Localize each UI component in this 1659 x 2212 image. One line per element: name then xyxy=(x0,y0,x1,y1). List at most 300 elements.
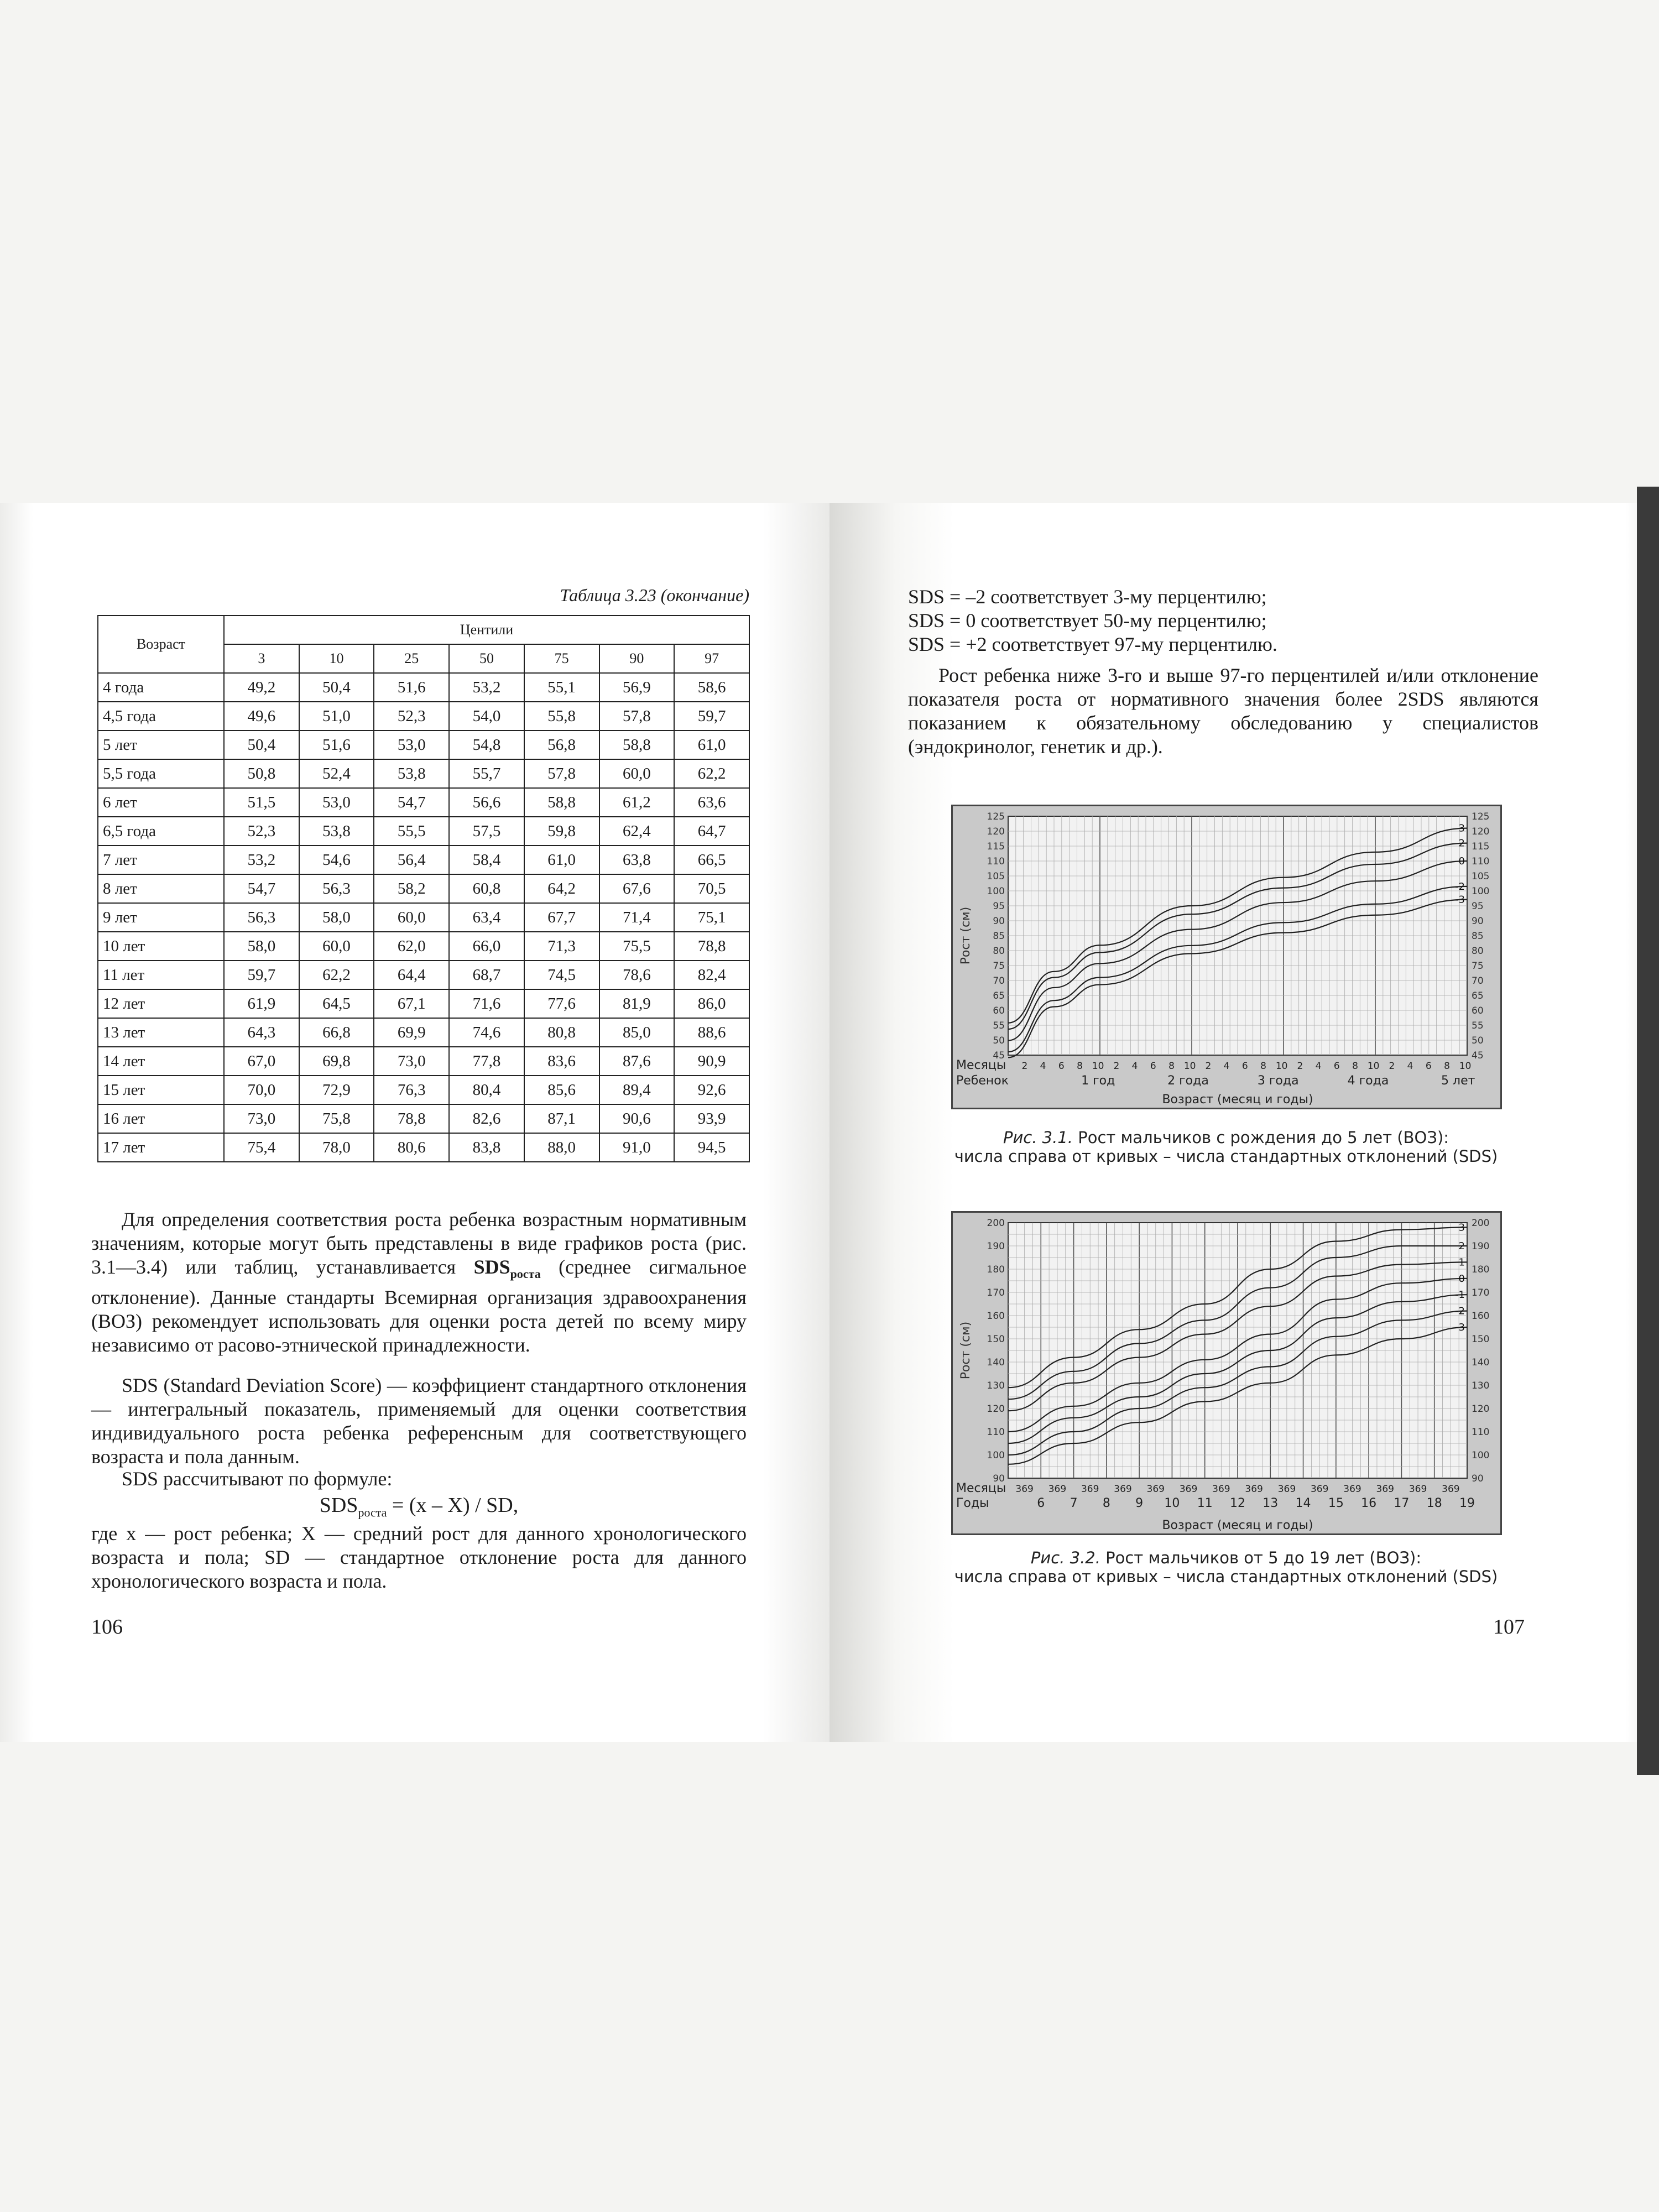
y-tick-label-right: 110 xyxy=(1472,856,1490,867)
table-cell: 83,8 xyxy=(449,1133,524,1162)
table-cell: 57,8 xyxy=(599,702,675,731)
table-cell: 51,0 xyxy=(299,702,374,731)
sds-label: -1 xyxy=(1455,1289,1465,1301)
table-cell: 61,2 xyxy=(599,788,675,817)
y-tick-label-left: 170 xyxy=(987,1287,1005,1298)
x-row2-tick: 6 xyxy=(1037,1496,1045,1510)
table-cell: 82,4 xyxy=(674,961,749,989)
x-row2-tick: 4 года xyxy=(1347,1074,1389,1088)
table-cell: 63,4 xyxy=(449,903,524,932)
x-axis-label: Возраст (месяц и годы) xyxy=(1162,1093,1313,1107)
table-cell: 61,9 xyxy=(224,989,299,1018)
page-number-left: 106 xyxy=(91,1615,123,1639)
table-cell: 59,8 xyxy=(524,817,599,846)
y-tick-label-right: 200 xyxy=(1472,1218,1490,1229)
y-tick-label-right: 180 xyxy=(1472,1264,1490,1275)
table-cell: 77,8 xyxy=(449,1047,524,1076)
x-row1-tick: 8 xyxy=(1168,1061,1175,1072)
table-row xyxy=(98,1104,749,1133)
table-row xyxy=(98,1018,749,1047)
table-cell: 83,6 xyxy=(524,1047,599,1076)
y-tick-label-left: 140 xyxy=(987,1357,1005,1368)
y-tick-label-left: 125 xyxy=(987,811,1005,822)
centile-col-header: 3 xyxy=(224,644,299,673)
table-cell: 75,5 xyxy=(599,932,675,961)
paragraph-sds-definition: SDS (Standard Deviation Score) — коэффициент стандартного отклонения — интегральный показатель, применяемый для оценки соответствия индивидуального роста ребенка референсным для соответствующего возраста и пола данным. xyxy=(91,1374,747,1468)
table-row xyxy=(98,874,749,903)
table-cell: 93,9 xyxy=(674,1104,749,1133)
y-tick-label-right: 190 xyxy=(1472,1241,1490,1252)
sds-label: 0 xyxy=(1458,855,1465,867)
table-cell: 70,5 xyxy=(674,874,749,903)
centile-col-header: 10 xyxy=(299,644,374,673)
table-cell: 78,0 xyxy=(299,1133,374,1162)
table-cell: 60,8 xyxy=(449,874,524,903)
y-tick-label-right: 170 xyxy=(1472,1287,1490,1298)
table-cell: 71,4 xyxy=(599,903,675,932)
x-row1-tick: 369 xyxy=(1277,1484,1296,1495)
x-row1-tick: 369 xyxy=(1146,1484,1165,1495)
row-age: 6 лет xyxy=(98,788,224,817)
x-row1-tick: 10 xyxy=(1092,1061,1104,1072)
table-cell: 63,8 xyxy=(599,846,675,874)
row-age: 9 лет xyxy=(98,903,224,932)
y-tick-label-right: 90 xyxy=(1472,1473,1484,1484)
table-cell: 62,4 xyxy=(599,817,675,846)
table-cell: 64,5 xyxy=(299,989,374,1018)
table-cell: 68,7 xyxy=(449,961,524,989)
book-edge xyxy=(1637,487,1659,1775)
paragraph-sds-intro xyxy=(91,1208,747,1357)
table-row xyxy=(98,702,749,731)
table-cell: 66,0 xyxy=(449,932,524,961)
x-row1-tick: 4 xyxy=(1407,1061,1413,1072)
y-axis-label: Рост (см) xyxy=(959,1321,973,1380)
x-row1-tick: 369 xyxy=(1245,1484,1263,1495)
table-cell: 59,7 xyxy=(224,961,299,989)
y-tick-label-right: 90 xyxy=(1472,916,1484,927)
x-row1-tick: 369 xyxy=(1376,1484,1395,1495)
p1-tail: (среднее сигмальное отклонение). Данные стандарты Всемирная организация здравоохранения (ВОЗ) рекомендует использовать для оценки роста детей по всему миру независимо от расово-этнической принадлежности. xyxy=(91,1256,747,1357)
x-row1-tick: 8 xyxy=(1077,1061,1083,1072)
sds-formula: $SDS_{роста} = (x - X)$ / SD, xyxy=(319,1494,519,1520)
table-cell: 90,9 xyxy=(674,1047,749,1076)
y-tick-label-left: 160 xyxy=(987,1311,1005,1322)
p1-bold: $SDS_{роста}$ xyxy=(473,1256,541,1281)
y-tick-label-left: 95 xyxy=(993,901,1005,912)
y-tick-label-left: 60 xyxy=(993,1005,1005,1016)
y-tick-label-right: 60 xyxy=(1472,1005,1484,1016)
table-cell: 94,5 xyxy=(674,1133,749,1162)
table-cell: 56,6 xyxy=(449,788,524,817)
y-tick-label-left: 90 xyxy=(993,1473,1005,1484)
y-tick-label-right: 160 xyxy=(1472,1311,1490,1322)
x-row2-label: Ребенок xyxy=(956,1074,1009,1088)
x-row2-tick: 1 год xyxy=(1081,1074,1115,1088)
table-cell: 60,0 xyxy=(299,932,374,961)
table-cell: 55,5 xyxy=(374,817,449,846)
x-row1-tick: 8 xyxy=(1260,1061,1266,1072)
table-cell: 59,7 xyxy=(674,702,749,731)
table-cell: 67,1 xyxy=(374,989,449,1018)
table-cell: 71,6 xyxy=(449,989,524,1018)
sds-label: -2 xyxy=(1455,880,1465,893)
x-row1-tick: 2 xyxy=(1113,1061,1120,1072)
table-cell: 62,2 xyxy=(299,961,374,989)
y-tick-label-right: 130 xyxy=(1472,1380,1490,1391)
table-cell: 73,0 xyxy=(224,1104,299,1133)
table-cell: 57,5 xyxy=(449,817,524,846)
table-cell: 62,2 xyxy=(674,759,749,788)
x-row1-tick: 6 xyxy=(1150,1061,1156,1072)
y-tick-label-left: 75 xyxy=(993,961,1005,972)
paragraph-formula-intro: SDS рассчитывают по формуле: xyxy=(122,1468,393,1490)
y-tick-label-right: 50 xyxy=(1472,1035,1484,1046)
x-row1-tick: 4 xyxy=(1040,1061,1046,1072)
table-cell: 81,9 xyxy=(599,989,675,1018)
grid xyxy=(1008,816,1467,1055)
table-cell: 56,9 xyxy=(599,673,675,702)
x-row1-tick: 10 xyxy=(1183,1061,1196,1072)
x-row2-tick: 3 года xyxy=(1257,1074,1299,1088)
table-cell: 85,0 xyxy=(599,1018,675,1047)
table-cell: 58,6 xyxy=(674,673,749,702)
sds-list xyxy=(908,585,1538,656)
table-cell: 80,8 xyxy=(524,1018,599,1047)
y-tick-label-right: 80 xyxy=(1472,946,1484,957)
table-cell: 51,6 xyxy=(374,673,449,702)
table-cell: 58,8 xyxy=(524,788,599,817)
row-age: 6,5 года xyxy=(98,817,224,846)
x-row1-tick: 4 xyxy=(1131,1061,1138,1072)
table-cell: 78,8 xyxy=(374,1104,449,1133)
chart-fig-3-1 xyxy=(951,805,1502,1109)
sds-line-0: SDS = 0 соответствует 50-му перцентилю; xyxy=(908,609,1267,632)
table-cell: 91,0 xyxy=(599,1133,675,1162)
table-cell: 60,0 xyxy=(374,903,449,932)
page-number-right: 107 xyxy=(1493,1615,1525,1639)
table-cell: 77,6 xyxy=(524,989,599,1018)
table-cell: 62,0 xyxy=(374,932,449,961)
y-tick-label-right: 120 xyxy=(1472,826,1490,837)
y-tick-label-right: 100 xyxy=(1472,1450,1490,1461)
y-tick-label-left: 100 xyxy=(987,1450,1005,1461)
y-tick-label-left: 90 xyxy=(993,916,1005,927)
table-row xyxy=(98,673,749,702)
table-cell: 78,6 xyxy=(599,961,675,989)
x-row2-tick: 18 xyxy=(1426,1496,1442,1510)
y-tick-label-left: 100 xyxy=(987,886,1005,897)
table-row xyxy=(98,788,749,817)
table-cell: 52,3 xyxy=(374,702,449,731)
table-cell: 70,0 xyxy=(224,1076,299,1104)
y-tick-label-right: 115 xyxy=(1472,841,1490,852)
fig-3-2-caption: Рис. 3.2. Рост мальчиков от 5 до 19 лет (ВОЗ): числа справа от кривых – числа стандартных отклонений (SDS) xyxy=(954,1548,1498,1586)
x-row2-tick: 12 xyxy=(1230,1496,1245,1510)
y-tick-label-left: 120 xyxy=(987,826,1005,837)
growth-chart-5-19 xyxy=(953,1213,1500,1533)
table-cell: 64,3 xyxy=(224,1018,299,1047)
x-row2-tick: 7 xyxy=(1070,1496,1078,1510)
x-row1-tick: 6 xyxy=(1241,1061,1248,1072)
table-cell: 74,5 xyxy=(524,961,599,989)
table-cell: 58,2 xyxy=(374,874,449,903)
row-age: 17 лет xyxy=(98,1133,224,1162)
paragraph-formula-legend: где x — рост ребенка; X — средний рост для данного хронологического возраста и пола; SD — стандартное отклонение роста для данного хронологического возраста и пола. xyxy=(91,1522,747,1592)
x-row1-tick: 369 xyxy=(1408,1484,1427,1495)
x-row2-tick: 17 xyxy=(1394,1496,1410,1510)
x-row1-tick: 8 xyxy=(1352,1061,1358,1072)
sds-label: -2 xyxy=(1455,1305,1465,1317)
x-row2-tick: 15 xyxy=(1328,1496,1344,1510)
table-cell: 74,6 xyxy=(449,1018,524,1047)
table-cell: 49,6 xyxy=(224,702,299,731)
table-cell: 89,4 xyxy=(599,1076,675,1104)
table-cell: 50,4 xyxy=(224,731,299,759)
p1-text: Для определения соответствия роста ребенка возрастным нормативным значениям, которые могут быть представлены в виде графиков роста (рис. 3.1—3.4) или таблиц, устанавливается xyxy=(91,1208,747,1278)
table-cell: 75,1 xyxy=(674,903,749,932)
x-row1-tick: 369 xyxy=(1114,1484,1132,1495)
x-row1-tick: 4 xyxy=(1223,1061,1230,1072)
table-cell: 72,9 xyxy=(299,1076,374,1104)
table-cell: 53,2 xyxy=(224,846,299,874)
row-age: 14 лет xyxy=(98,1047,224,1076)
table-cell: 66,8 xyxy=(299,1018,374,1047)
table-row xyxy=(98,1047,749,1076)
table-cell: 53,0 xyxy=(374,731,449,759)
y-tick-label-right: 55 xyxy=(1472,1020,1484,1031)
y-tick-label-left: 180 xyxy=(987,1264,1005,1275)
x-row2-tick: 13 xyxy=(1262,1496,1279,1510)
table-cell: 80,4 xyxy=(449,1076,524,1104)
table-cell: 61,0 xyxy=(524,846,599,874)
table-cell: 55,1 xyxy=(524,673,599,702)
x-row1-tick: 6 xyxy=(1425,1061,1432,1072)
x-row2-tick: 9 xyxy=(1135,1496,1144,1510)
x-row2-tick: 8 xyxy=(1102,1496,1110,1510)
y-tick-label-left: 80 xyxy=(993,946,1005,957)
y-tick-label-right: 65 xyxy=(1472,990,1484,1001)
row-age: 10 лет xyxy=(98,932,224,961)
table-cell: 64,2 xyxy=(524,874,599,903)
x-row2-tick: 10 xyxy=(1164,1496,1180,1510)
x-row1-tick: 6 xyxy=(1058,1061,1065,1072)
y-tick-label-left: 190 xyxy=(987,1241,1005,1252)
table-cell: 69,8 xyxy=(299,1047,374,1076)
table-cell: 64,4 xyxy=(374,961,449,989)
table-row xyxy=(98,846,749,874)
table-caption: Таблица 3.23 (окончание) xyxy=(560,585,749,605)
chart-fig-3-2 xyxy=(951,1211,1502,1535)
row-age: 4,5 года xyxy=(98,702,224,731)
x-row1-tick: 2 xyxy=(1205,1061,1212,1072)
table-cell: 78,8 xyxy=(674,932,749,961)
table-cell: 80,6 xyxy=(374,1133,449,1162)
sds-label: 1 xyxy=(1458,1256,1465,1269)
y-tick-label-right: 105 xyxy=(1472,871,1490,882)
y-tick-label-right: 100 xyxy=(1472,886,1490,897)
table-cell: 49,2 xyxy=(224,673,299,702)
table-row xyxy=(98,817,749,846)
table-cell: 87,1 xyxy=(524,1104,599,1133)
paragraph-examination: Рост ребенка ниже 3-го и выше 97-го перцентилей и/или отклонение показателя роста от нормативного значения более 2SDS являются показанием к обязательному обследованию у специалистов (эндокринолог, генетик и др.). xyxy=(908,664,1538,758)
x-axis-label: Возраст (месяц и годы) xyxy=(1162,1519,1313,1532)
table-cell: 50,4 xyxy=(299,673,374,702)
table-cell: 60,0 xyxy=(599,759,675,788)
table-cell: 57,8 xyxy=(524,759,599,788)
table-cell: 54,0 xyxy=(449,702,524,731)
table-cell: 58,0 xyxy=(299,903,374,932)
y-tick-label-right: 110 xyxy=(1472,1427,1490,1438)
x-row1-tick: 369 xyxy=(1179,1484,1198,1495)
table-cell: 56,3 xyxy=(224,903,299,932)
centile-col-header: 97 xyxy=(674,644,749,673)
centile-table xyxy=(97,615,750,1162)
table-cell: 82,6 xyxy=(449,1104,524,1133)
sds-label: 3 xyxy=(1458,1222,1465,1234)
table-cell: 88,6 xyxy=(674,1018,749,1047)
row-age: 11 лет xyxy=(98,961,224,989)
y-tick-label-left: 85 xyxy=(993,931,1005,942)
table-cell: 56,4 xyxy=(374,846,449,874)
table-row xyxy=(98,961,749,989)
centile-col-header: 75 xyxy=(524,644,599,673)
table-cell: 52,3 xyxy=(224,817,299,846)
x-row1-tick: 4 xyxy=(1315,1061,1322,1072)
table-cell: 61,0 xyxy=(674,731,749,759)
x-row1-tick: 10 xyxy=(1275,1061,1288,1072)
x-row1-tick: 2 xyxy=(1021,1061,1028,1072)
table-cell: 52,4 xyxy=(299,759,374,788)
x-row1-tick: 369 xyxy=(1343,1484,1361,1495)
sds-label: 2 xyxy=(1458,837,1465,849)
x-row1-tick: 369 xyxy=(1212,1484,1230,1495)
table-cell: 50,8 xyxy=(224,759,299,788)
y-tick-label-left: 200 xyxy=(987,1218,1005,1229)
x-row2-tick: 11 xyxy=(1197,1496,1213,1510)
table-cell: 75,8 xyxy=(299,1104,374,1133)
table-cell: 51,5 xyxy=(224,788,299,817)
table-cell: 54,7 xyxy=(374,788,449,817)
table-cell: 53,8 xyxy=(374,759,449,788)
y-tick-label-right: 85 xyxy=(1472,931,1484,942)
x-row1-tick: 8 xyxy=(1444,1061,1450,1072)
centile-col-header: 50 xyxy=(449,644,524,673)
table-cell: 54,8 xyxy=(449,731,524,759)
table-row xyxy=(98,759,749,788)
y-tick-label-left: 65 xyxy=(993,990,1005,1001)
y-tick-label-left: 45 xyxy=(993,1050,1005,1061)
age-header: Возраст xyxy=(98,615,224,673)
y-tick-label-left: 50 xyxy=(993,1035,1005,1046)
x-row1-tick: 6 xyxy=(1333,1061,1340,1072)
x-row2-tick: 16 xyxy=(1361,1496,1377,1510)
y-tick-label-right: 150 xyxy=(1472,1334,1490,1345)
table-cell: 58,4 xyxy=(449,846,524,874)
table-row xyxy=(98,1133,749,1162)
x-row1-tick: 2 xyxy=(1297,1061,1303,1072)
sds-label: -3 xyxy=(1455,894,1465,906)
fig-3-1-caption: Рис. 3.1. Рост мальчиков с рождения до 5 лет (ВОЗ): числа справа от кривых – числа стандартных отклонений (SDS) xyxy=(954,1128,1498,1166)
sds-label: -3 xyxy=(1455,1322,1465,1333)
table-row xyxy=(98,731,749,759)
table-row xyxy=(98,932,749,961)
table-cell: 67,6 xyxy=(599,874,675,903)
table-cell: 56,3 xyxy=(299,874,374,903)
table-cell: 56,8 xyxy=(524,731,599,759)
table-cell: 92,6 xyxy=(674,1076,749,1104)
table-row xyxy=(98,903,749,932)
y-tick-label-right: 95 xyxy=(1472,901,1484,912)
y-tick-label-right: 140 xyxy=(1472,1357,1490,1368)
row-age: 4 года xyxy=(98,673,224,702)
table-cell: 86,0 xyxy=(674,989,749,1018)
row-age: 13 лет xyxy=(98,1018,224,1047)
row-age: 15 лет xyxy=(98,1076,224,1104)
row-age: 7 лет xyxy=(98,846,224,874)
centile-table-body xyxy=(98,673,749,1162)
centile-col-header: 90 xyxy=(599,644,675,673)
sds-label: 3 xyxy=(1458,822,1465,834)
x-row1-tick: 2 xyxy=(1389,1061,1395,1072)
y-tick-label-left: 105 xyxy=(987,871,1005,882)
y-tick-label-left: 120 xyxy=(987,1404,1005,1415)
table-cell: 76,3 xyxy=(374,1076,449,1104)
sds-label: 2 xyxy=(1458,1240,1465,1252)
table-cell: 67,7 xyxy=(524,903,599,932)
y-tick-label-right: 120 xyxy=(1472,1404,1490,1415)
y-tick-label-right: 125 xyxy=(1472,811,1490,822)
table-cell: 55,8 xyxy=(524,702,599,731)
growth-chart-0-5 xyxy=(953,806,1500,1108)
y-tick-label-right: 75 xyxy=(1472,961,1484,972)
x-row1-tick: 369 xyxy=(1442,1484,1460,1495)
y-tick-label-right: 45 xyxy=(1472,1050,1484,1061)
table-cell: 53,8 xyxy=(299,817,374,846)
centiles-header: Центили xyxy=(224,615,749,644)
x-row1-tick: 369 xyxy=(1015,1484,1034,1495)
table-cell: 51,6 xyxy=(299,731,374,759)
x-row1-tick: 369 xyxy=(1310,1484,1329,1495)
sds-line-plus2: SDS = +2 соответствует 97-му перцентилю. xyxy=(908,633,1277,655)
y-tick-label-left: 110 xyxy=(987,856,1005,867)
table-cell: 63,6 xyxy=(674,788,749,817)
table-cell: 53,0 xyxy=(299,788,374,817)
x-row1-label: Месяцы xyxy=(956,1058,1006,1072)
table-cell: 73,0 xyxy=(374,1047,449,1076)
table-row xyxy=(98,989,749,1018)
x-row1-label: Месяцы xyxy=(956,1481,1006,1495)
row-age: 5,5 года xyxy=(98,759,224,788)
x-row2-tick: 14 xyxy=(1295,1496,1311,1510)
table-cell: 58,8 xyxy=(599,731,675,759)
row-age: 12 лет xyxy=(98,989,224,1018)
table-cell: 55,7 xyxy=(449,759,524,788)
table-cell: 53,2 xyxy=(449,673,524,702)
x-row1-tick: 369 xyxy=(1048,1484,1067,1495)
y-tick-label-left: 150 xyxy=(987,1334,1005,1345)
x-row1-tick: 10 xyxy=(1459,1061,1472,1072)
row-age: 5 лет xyxy=(98,731,224,759)
table-cell: 54,7 xyxy=(224,874,299,903)
sds-label: 0 xyxy=(1458,1272,1465,1285)
table-cell: 71,3 xyxy=(524,932,599,961)
table-cell: 54,6 xyxy=(299,846,374,874)
y-tick-label-left: 55 xyxy=(993,1020,1005,1031)
x-row2-tick: 5 лет xyxy=(1441,1074,1475,1088)
x-row2-tick: 19 xyxy=(1459,1496,1475,1510)
y-tick-label-left: 70 xyxy=(993,975,1005,987)
